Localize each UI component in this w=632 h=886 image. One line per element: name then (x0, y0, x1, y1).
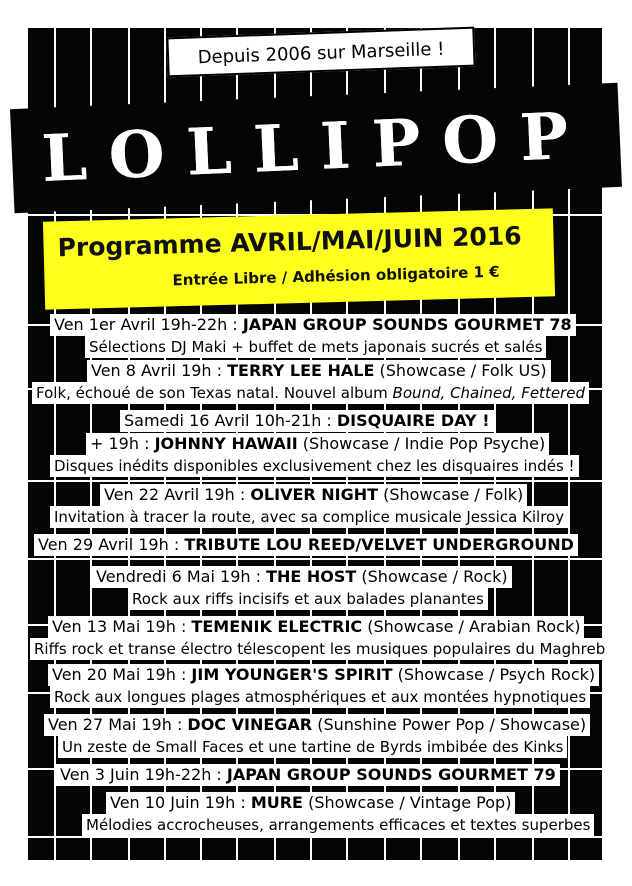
event-8-description (30, 638, 609, 660)
event-8-heading (48, 616, 584, 638)
event-5-description (50, 506, 568, 528)
event-date: Ven 13 Mai 19h : (52, 617, 192, 636)
event-genre: (Showcase / Psych Rock) (392, 665, 596, 684)
program-banner (43, 208, 555, 309)
event-date: Ven 1er Avril 19h-22h : (54, 315, 243, 334)
grid-line (28, 480, 602, 482)
event-date: Ven 10 Juin 19h : (110, 793, 251, 812)
event-name: DOC VINEGAR (187, 715, 313, 734)
event-6-heading (34, 534, 578, 556)
event-genre: (Showcase / Rock) (356, 567, 508, 586)
event-date: Ven 20 Mai 19h : (52, 665, 192, 684)
event-description: Rock aux riffs incisifs et aux balades planantes (132, 590, 484, 608)
event-description: Invitation à tracer la route, avec sa complice musicale Jessica Kilroy (54, 508, 565, 526)
logo-wordmark: LOLLIPOP (21, 99, 611, 195)
event-genre: (Showcase / Folk) (378, 485, 524, 504)
event-4-heading (86, 433, 549, 455)
event-7-heading (92, 566, 512, 588)
event-name: TRIBUTE LOU REED/VELVET UNDERGROUND (184, 535, 574, 554)
event-date: Ven 27 Mai 19h : (48, 715, 188, 734)
event-date: Vendredi 6 Mai 19h : (96, 567, 267, 586)
event-12-description (82, 814, 594, 836)
event-date: Ven 22 Avril 19h : (104, 485, 251, 504)
event-3-heading (120, 410, 494, 432)
event-11-heading (56, 764, 560, 786)
event-name: OLIVER NIGHT (250, 485, 379, 504)
event-genre: (Sunshine Power Pop / Showcase) (312, 715, 587, 734)
event-name: JAPAN GROUP SOUNDS GOURMET 79 (226, 765, 556, 784)
event-12-heading (106, 792, 515, 814)
event-description: Mélodies accrocheuses, arrangements efficaces et textes superbes (86, 816, 591, 834)
event-genre: (Showcase / Folk US) (374, 361, 547, 380)
event-name: JIM YOUNGER'S SPIRIT (191, 665, 393, 684)
event-date: + 19h : (90, 434, 155, 453)
grid-line (28, 836, 602, 838)
program-title: Programme AVRIL/MAI/JUIN 2016 (57, 221, 522, 263)
event-9-description (50, 686, 590, 708)
event-5-heading (100, 484, 527, 506)
event-description: Folk, échoué de son Texas natal. Nouvel album (36, 384, 393, 402)
event-1-description (85, 336, 546, 358)
program-subtitle: Entrée Libre / Adhésion obligatoire 1 € (172, 262, 500, 290)
event-description: Riffs rock et transe électro télescopent les musiques populaires du Maghreb (34, 640, 606, 658)
event-2-heading (87, 360, 551, 382)
event-description: Rock aux longues plages atmosphériques et aux montées hypnotiques (54, 688, 587, 706)
event-description: Sélections DJ Maki + buffet de mets japonais sucrés et salés (89, 338, 543, 356)
event-1-heading (50, 314, 576, 336)
event-name: MURE (250, 793, 303, 812)
event-2-description (32, 382, 589, 404)
event-10-description (58, 736, 567, 758)
event-genre: (Showcase / Indie Pop Psyche) (297, 434, 546, 453)
event-genre: (Showcase / Arabian Rock) (362, 617, 581, 636)
event-date: Samedi 16 Avril 10h-21h : (124, 411, 337, 430)
event-date: Ven 3 Juin 19h-22h : (60, 765, 227, 784)
tagline: Depuis 2006 sur Marseille ! (166, 27, 475, 78)
event-genre: (Showcase / Vintage Pop) (302, 793, 512, 812)
event-name: THE HOST (266, 567, 357, 586)
event-name: DISQUAIRE DAY ! (336, 411, 490, 430)
event-description: Disques inédits disponibles exclusivement chez les disquaires indés ! (54, 457, 575, 475)
event-name: TERRY LEE HALE (227, 361, 375, 380)
event-4-description (50, 455, 579, 477)
event-7-description (128, 588, 488, 610)
event-name: JOHNNY HAWAII (154, 434, 298, 453)
event-10-heading (44, 714, 590, 736)
event-name: JAPAN GROUP SOUNDS GOURMET 78 (242, 315, 572, 334)
event-description: Un zeste de Small Faces et une tartine de Byrds imbibée des Kinks (62, 738, 564, 756)
event-9-heading (48, 664, 599, 686)
event-date: Ven 8 Avril 19h : (91, 361, 228, 380)
event-description-italic: Bound, Chained, Fettered (392, 384, 585, 402)
event-name: TEMENIK ELECTRIC (191, 617, 363, 636)
grid-line (28, 558, 602, 560)
event-date: Ven 29 Avril 19h : (38, 535, 185, 554)
